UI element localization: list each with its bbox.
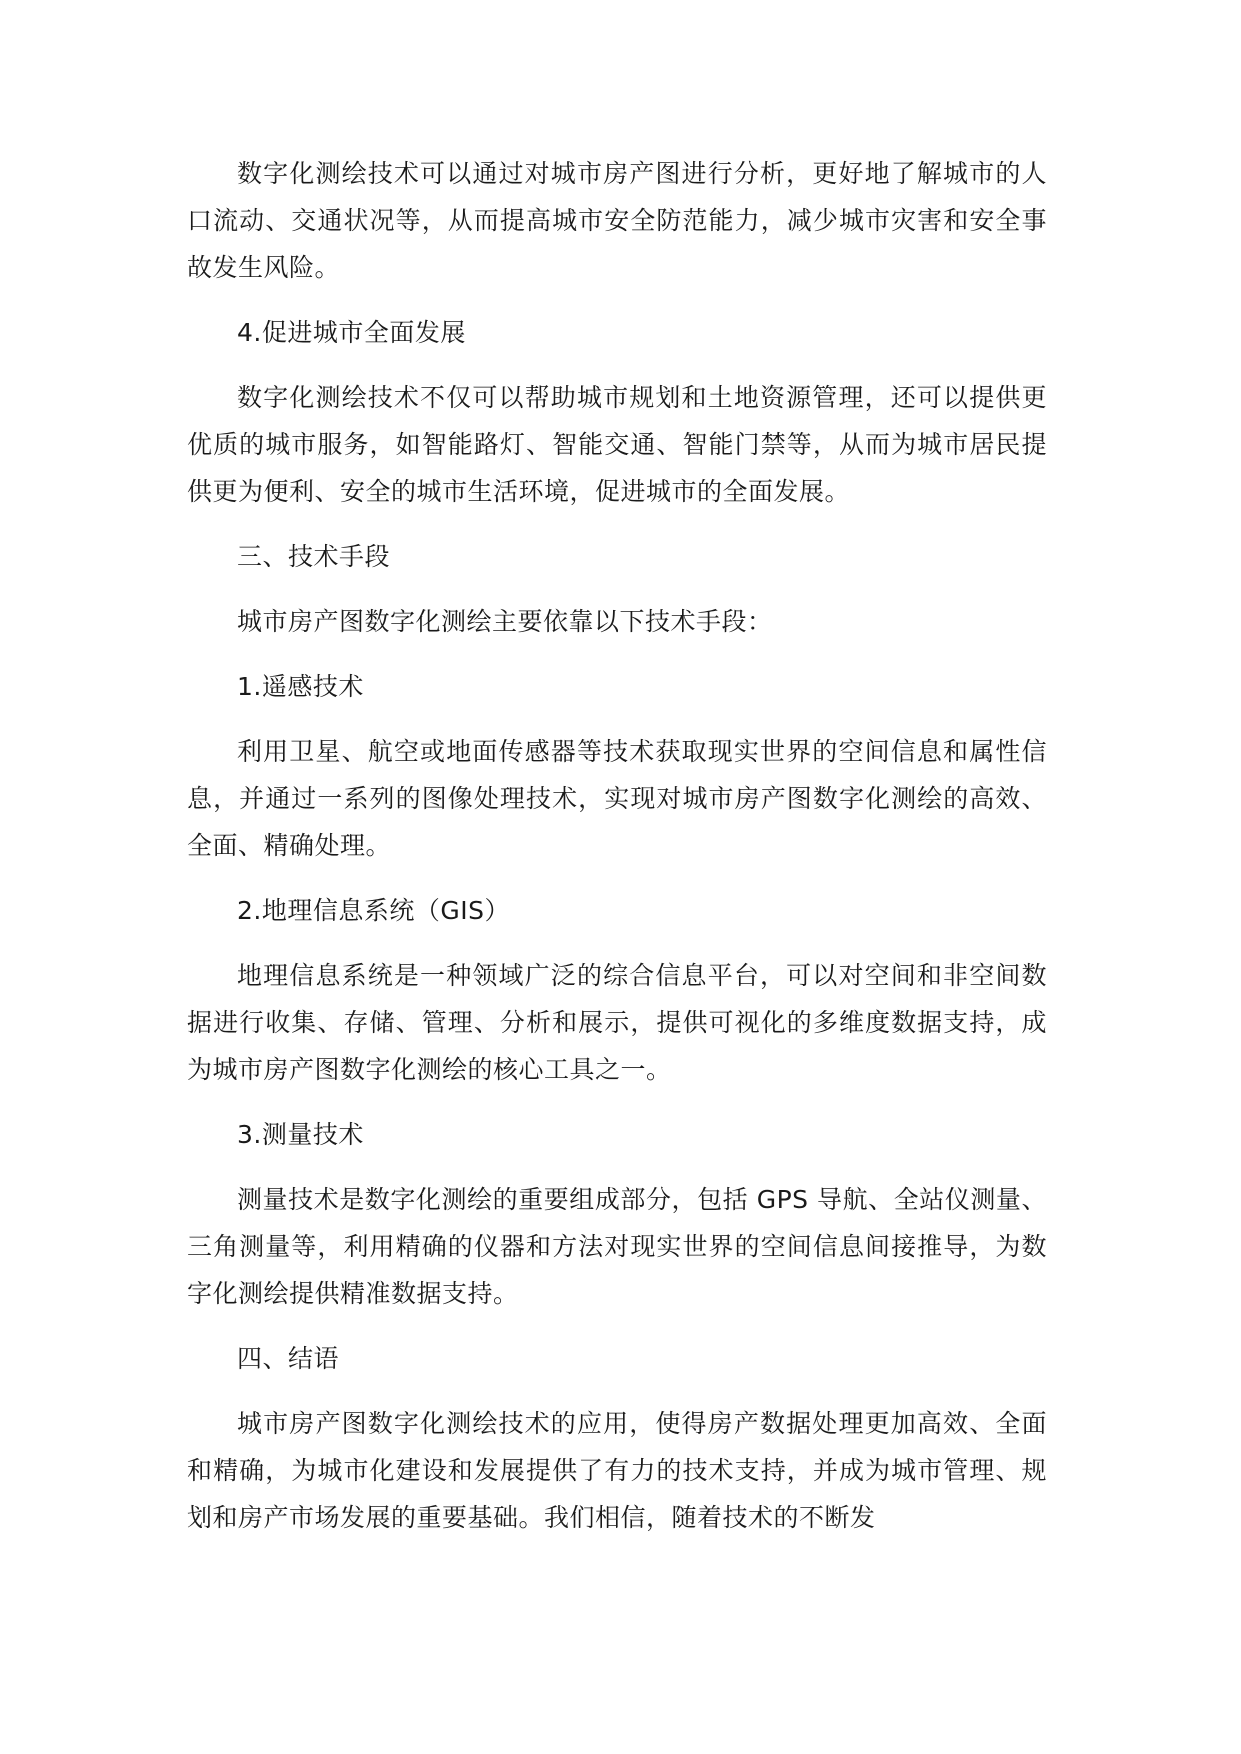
section-heading: 2.地理信息系统（GIS） (237, 896, 510, 925)
paragraph: 城市房产图数字化测绘技术的应用，使得房产数据处理更加高效、全面和精确，为城市化建设和发展提供了有力的技术支持，并成为城市管理、规划和房产市场发展的重要基础。我们相信，随着技术的不断发 (187, 1409, 1047, 1532)
document-body (187, 150, 1047, 1541)
section-heading: 3.测量技术 (237, 1120, 364, 1149)
paragraph: 数字化测绘技术不仅可以帮助城市规划和土地资源管理，还可以提供更优质的城市服务，如智能路灯、智能交通、智能门禁等，从而为城市居民提供更为便利、安全的城市生活环境，促进城市的全面发展。 (187, 383, 1047, 506)
section-heading: 四、结语 (237, 1344, 340, 1373)
paragraph: 利用卫星、航空或地面传感器等技术获取现实世界的空间信息和属性信息，并通过一系列的图像处理技术，实现对城市房产图数字化测绘的高效、全面、精确处理。 (187, 737, 1047, 860)
section-heading: 三、技术手段 (237, 542, 391, 571)
paragraph: 测量技术是数字化测绘的重要组成部分，包括 GPS 导航、全站仪测量、三角测量等，利用精确的仪器和方法对现实世界的空间信息间接推导，为数字化测绘提供精准数据支持。 (187, 1185, 1047, 1308)
paragraph: 数字化测绘技术可以通过对城市房产图进行分析，更好地了解城市的人口流动、交通状况等，从而提高城市安全防范能力，减少城市灾害和安全事故发生风险。 (187, 159, 1047, 282)
paragraph: 地理信息系统是一种领域广泛的综合信息平台，可以对空间和非空间数据进行收集、存储、管理、分析和展示，提供可视化的多维度数据支持，成为城市房产图数字化测绘的核心工具之一。 (187, 961, 1047, 1084)
section-heading: 1.遥感技术 (237, 672, 364, 701)
section-heading: 4.促进城市全面发展 (237, 318, 466, 347)
paragraph: 城市房产图数字化测绘主要依靠以下技术手段： (237, 607, 773, 636)
